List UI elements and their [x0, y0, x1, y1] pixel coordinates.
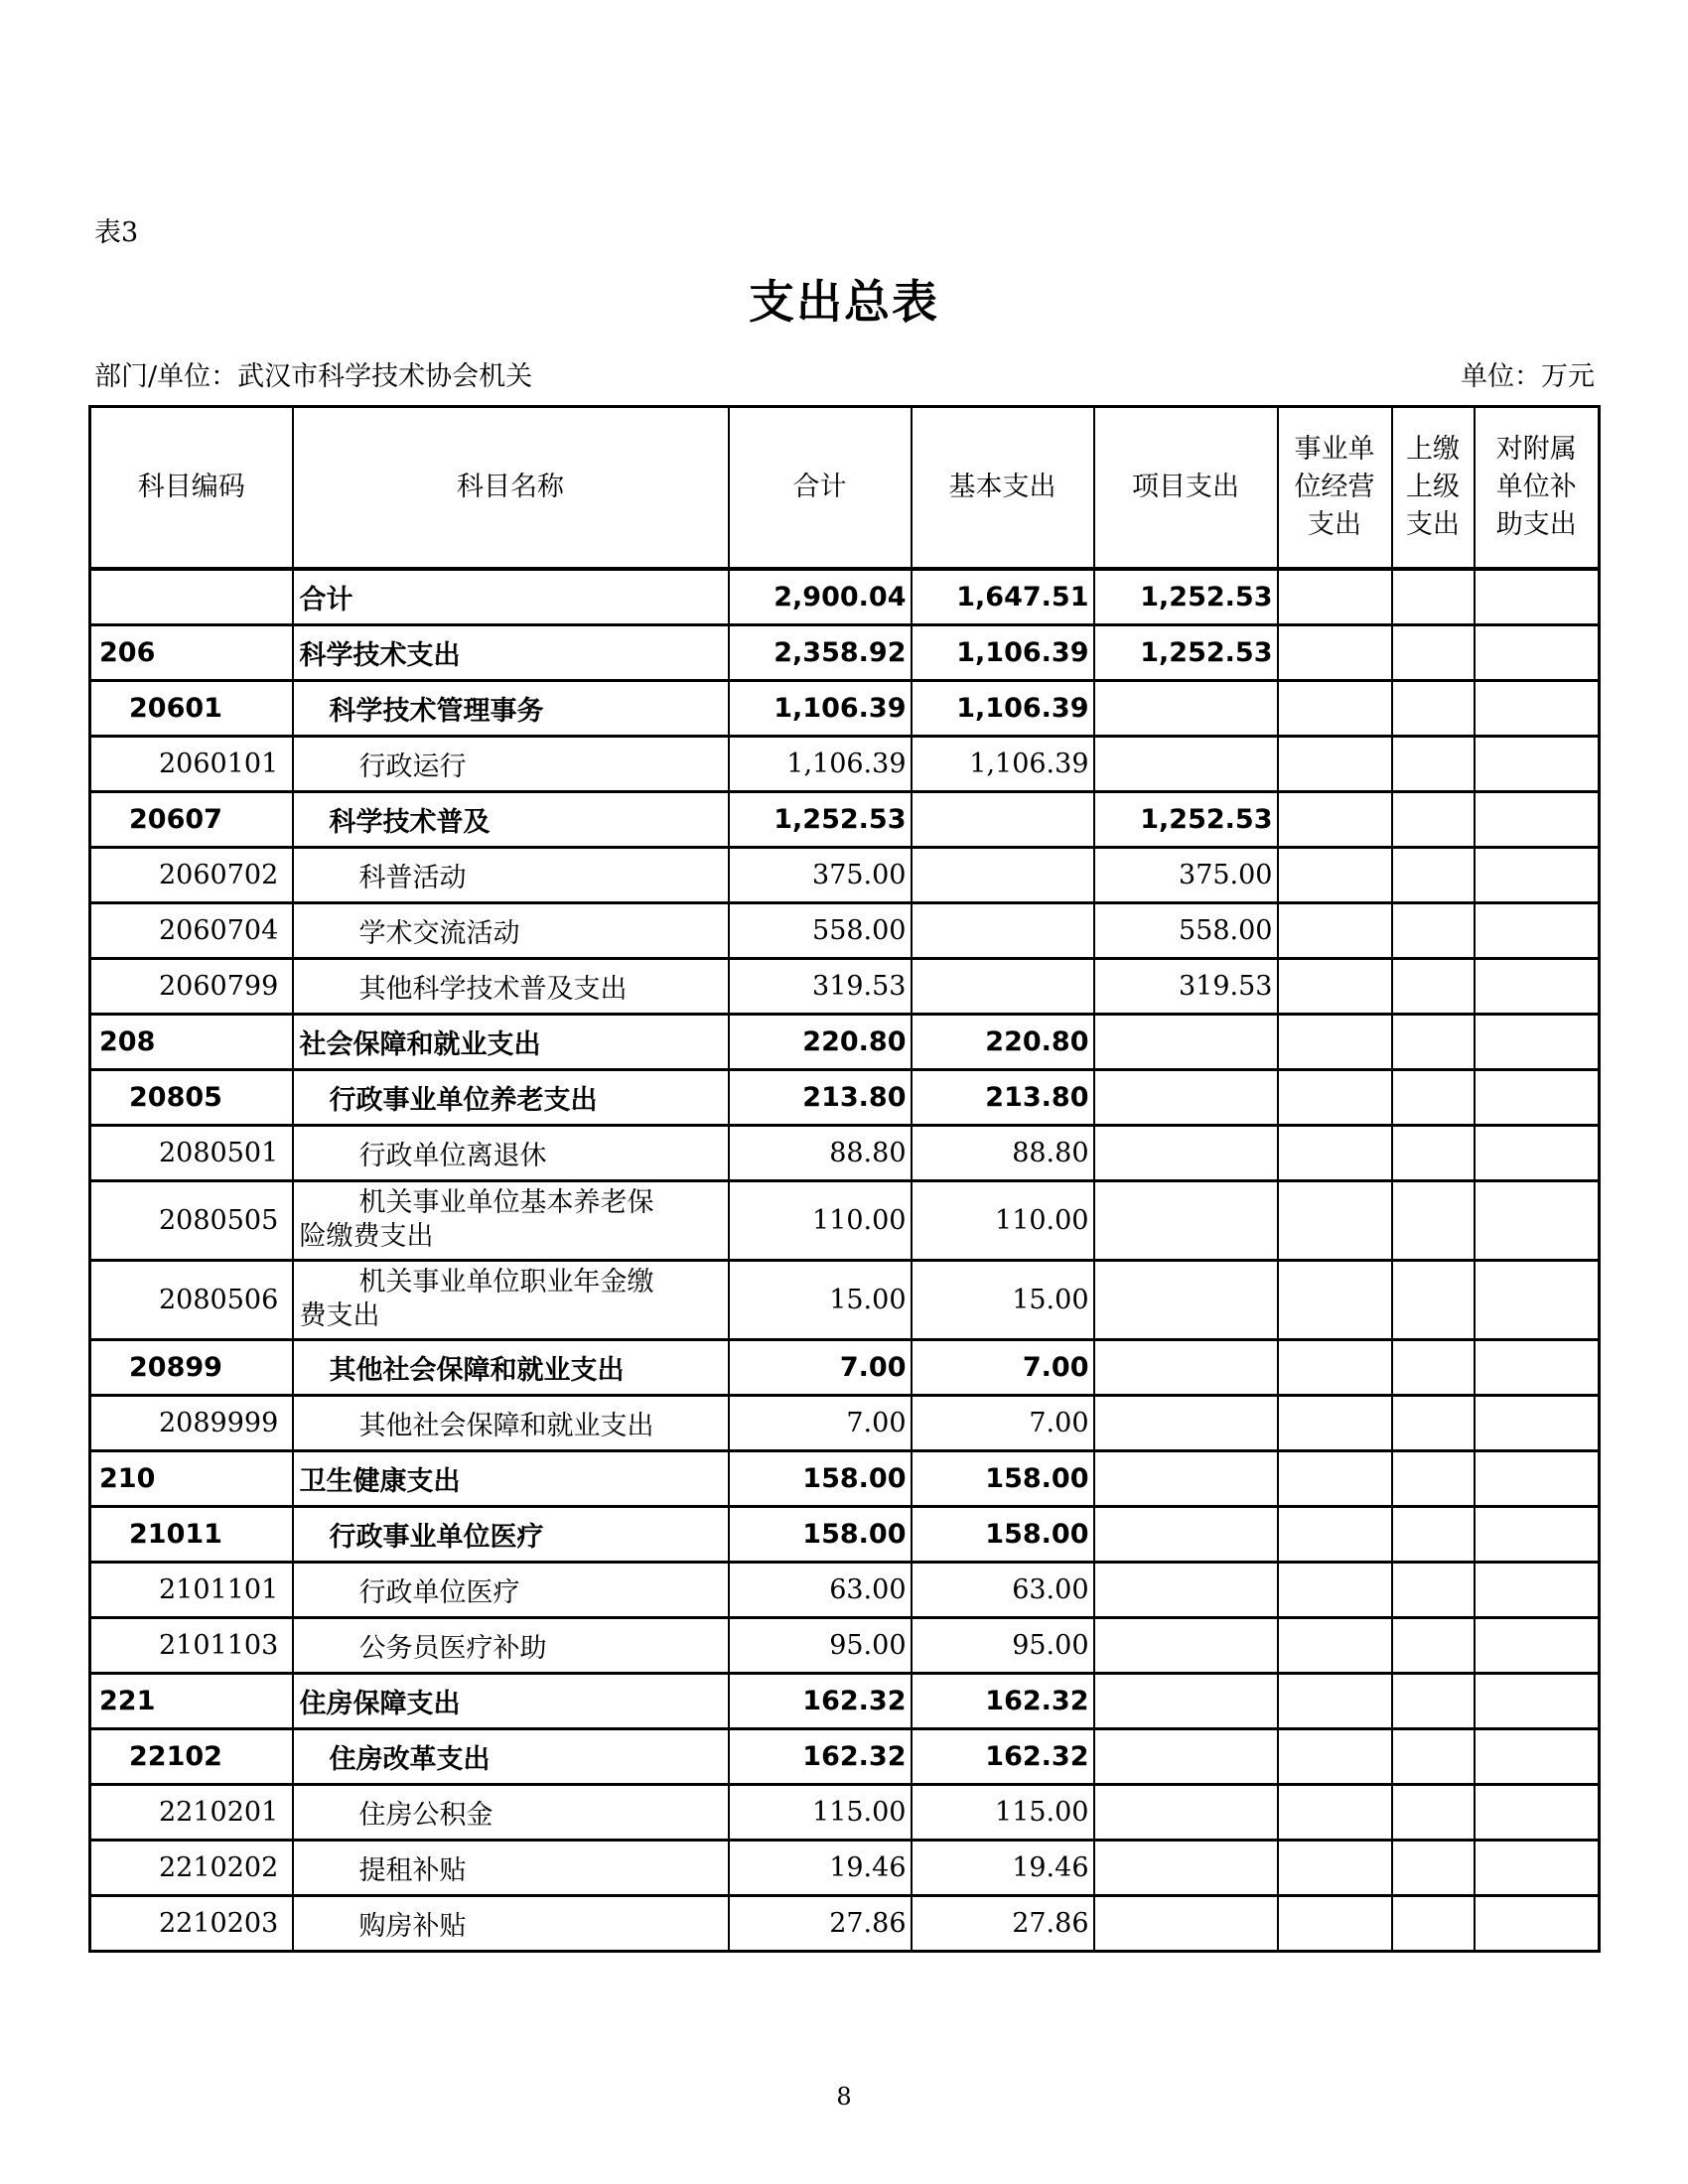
row-business: [1278, 1069, 1392, 1125]
col-header-subsidy: 对附属单位补助支出: [1475, 407, 1600, 570]
row-name: 学术交流活动: [293, 902, 729, 958]
row-remit: [1392, 1395, 1475, 1450]
row-code: 2060799: [90, 958, 293, 1014]
row-name: [293, 1260, 729, 1339]
row-name: 其他科学技术普及支出: [293, 958, 729, 1014]
row-total: 7.00: [729, 1395, 912, 1450]
row-code: 2060101: [90, 736, 293, 791]
row-business: [1278, 1617, 1392, 1673]
row-code: 2101101: [90, 1562, 293, 1617]
row-remit: [1392, 1895, 1475, 1951]
col-header-code: 科目编码: [90, 407, 293, 570]
row-name-line1: 机关事业单位基本养老保: [358, 1187, 654, 1218]
row-basic: 1,106.39: [912, 736, 1094, 791]
row-subsidy: [1475, 1840, 1600, 1895]
row-remit: [1392, 958, 1475, 1014]
row-remit: [1392, 1728, 1475, 1784]
row-basic: 27.86: [912, 1895, 1094, 1951]
col-header-remit: 上缴上级支出: [1392, 407, 1475, 570]
row-project: [1094, 1014, 1278, 1069]
row-basic: [912, 847, 1094, 902]
row-project: [1094, 1617, 1278, 1673]
row-name: 行政单位离退休: [293, 1125, 729, 1180]
row-remit: [1392, 1840, 1475, 1895]
row-business: [1278, 847, 1392, 902]
row-business: [1278, 569, 1392, 624]
row-total: 375.00: [729, 847, 912, 902]
row-basic: 7.00: [912, 1339, 1094, 1395]
row-subsidy: [1475, 1339, 1600, 1395]
row-subsidy: [1475, 680, 1600, 736]
row-total: 220.80: [729, 1014, 912, 1069]
row-subsidy: [1475, 1125, 1600, 1180]
row-name: 住房公积金: [293, 1784, 729, 1840]
page-number: 8: [836, 2083, 852, 2111]
row-business: [1278, 1260, 1392, 1339]
row-basic: 15.00: [912, 1260, 1094, 1339]
row-name: 住房改革支出: [293, 1728, 729, 1784]
row-project: [1094, 1895, 1278, 1951]
row-code: 20601: [90, 680, 293, 736]
row-remit: [1392, 902, 1475, 958]
row-remit: [1392, 847, 1475, 902]
table-row: [90, 624, 1600, 680]
table-row: [90, 736, 1600, 791]
row-name: 合计: [293, 569, 729, 624]
row-code: 2080506: [90, 1260, 293, 1339]
row-basic: 88.80: [912, 1125, 1094, 1180]
row-total: 213.80: [729, 1069, 912, 1125]
col-header-project: 项目支出: [1094, 407, 1278, 570]
row-total: 63.00: [729, 1562, 912, 1617]
row-subsidy: [1475, 1784, 1600, 1840]
row-project: [1094, 680, 1278, 736]
col-header-total: 合计: [729, 407, 912, 570]
row-name: 社会保障和就业支出: [293, 1014, 729, 1069]
col-header-name: 科目名称: [293, 407, 729, 570]
row-project: [1094, 736, 1278, 791]
row-business: [1278, 1339, 1392, 1395]
table-row: [90, 1395, 1600, 1450]
row-basic: 63.00: [912, 1562, 1094, 1617]
row-subsidy: [1475, 624, 1600, 680]
row-basic: 220.80: [912, 1014, 1094, 1069]
row-remit: [1392, 1014, 1475, 1069]
row-business: [1278, 1562, 1392, 1617]
row-business: [1278, 736, 1392, 791]
page-title: 支出总表: [749, 275, 939, 329]
row-project: [1094, 1260, 1278, 1339]
row-business: [1278, 1125, 1392, 1180]
row-basic: 7.00: [912, 1395, 1094, 1450]
row-remit: [1392, 1617, 1475, 1673]
row-project: [1094, 1450, 1278, 1506]
row-name: 购房补贴: [293, 1895, 729, 1951]
row-total: 110.00: [729, 1180, 912, 1260]
table-row: [90, 1562, 1600, 1617]
row-basic: 1,106.39: [912, 680, 1094, 736]
row-name: 行政事业单位养老支出: [293, 1069, 729, 1125]
row-subsidy: [1475, 1728, 1600, 1784]
row-remit: [1392, 1125, 1475, 1180]
row-code: 221: [90, 1673, 293, 1728]
row-name: 住房保障支出: [293, 1673, 729, 1728]
row-subsidy: [1475, 1014, 1600, 1069]
row-project: [1094, 1069, 1278, 1125]
row-business: [1278, 1673, 1392, 1728]
unit-label: 单位：万元: [1461, 361, 1595, 392]
row-business: [1278, 1840, 1392, 1895]
row-business: [1278, 1180, 1392, 1260]
row-total: 162.32: [729, 1673, 912, 1728]
table-row: [90, 1506, 1600, 1562]
row-remit: [1392, 624, 1475, 680]
row-total: 158.00: [729, 1450, 912, 1506]
row-total: 19.46: [729, 1840, 912, 1895]
row-name: 科学技术支出: [293, 624, 729, 680]
row-project: [1094, 1395, 1278, 1450]
table-row: [90, 1728, 1600, 1784]
row-basic: 115.00: [912, 1784, 1094, 1840]
row-remit: [1392, 791, 1475, 847]
row-name: 行政运行: [293, 736, 729, 791]
table-row: [90, 1450, 1600, 1506]
row-code: 22102: [90, 1728, 293, 1784]
table-row: [90, 1617, 1600, 1673]
row-subsidy: [1475, 1260, 1600, 1339]
row-subsidy: [1475, 569, 1600, 624]
table-number: 表3: [94, 217, 139, 248]
row-remit: [1392, 1506, 1475, 1562]
row-business: [1278, 1450, 1392, 1506]
row-subsidy: [1475, 1617, 1600, 1673]
row-business: [1278, 902, 1392, 958]
col-header-basic: 基本支出: [912, 407, 1094, 570]
row-project: 375.00: [1094, 847, 1278, 902]
row-code: 2080505: [90, 1180, 293, 1260]
row-code: 20607: [90, 791, 293, 847]
row-remit: [1392, 1450, 1475, 1506]
row-project: [1094, 1506, 1278, 1562]
row-name: 行政单位医疗: [293, 1562, 729, 1617]
row-code: 2060702: [90, 847, 293, 902]
row-project: [1094, 1125, 1278, 1180]
row-subsidy: [1475, 1506, 1600, 1562]
row-name: 公务员医疗补助: [293, 1617, 729, 1673]
table-row: [90, 791, 1600, 847]
row-business: [1278, 1895, 1392, 1951]
row-basic: 158.00: [912, 1450, 1094, 1506]
row-remit: [1392, 736, 1475, 791]
table-row: [90, 847, 1600, 902]
row-project: 1,252.53: [1094, 569, 1278, 624]
row-project: 1,252.53: [1094, 624, 1278, 680]
row-business: [1278, 1728, 1392, 1784]
row-code: 2080501: [90, 1125, 293, 1180]
row-total: 27.86: [729, 1895, 912, 1951]
row-project: [1094, 1562, 1278, 1617]
row-project: 1,252.53: [1094, 791, 1278, 847]
row-name: 科学技术普及: [293, 791, 729, 847]
row-total: 7.00: [729, 1339, 912, 1395]
row-subsidy: [1475, 847, 1600, 902]
row-basic: 1,106.39: [912, 624, 1094, 680]
table-row: [90, 680, 1600, 736]
table-row: [90, 958, 1600, 1014]
row-project: [1094, 1728, 1278, 1784]
table-row: [90, 569, 1600, 624]
row-remit: [1392, 1180, 1475, 1260]
row-code: 20805: [90, 1069, 293, 1125]
row-project: [1094, 1180, 1278, 1260]
row-code: 210: [90, 1450, 293, 1506]
row-name: 科普活动: [293, 847, 729, 902]
row-basic: 95.00: [912, 1617, 1094, 1673]
row-name: 科学技术管理事务: [293, 680, 729, 736]
col-header-business: 事业单位经营支出: [1278, 407, 1392, 570]
row-project: [1094, 1840, 1278, 1895]
row-code: [90, 569, 293, 624]
row-basic: [912, 902, 1094, 958]
row-total: 15.00: [729, 1260, 912, 1339]
department-label: 部门/单位：武汉市科学技术协会机关: [94, 361, 533, 392]
table-row: [90, 1673, 1600, 1728]
row-code: 21011: [90, 1506, 293, 1562]
table-row: [90, 1260, 1600, 1339]
row-code: 206: [90, 624, 293, 680]
row-remit: [1392, 1784, 1475, 1840]
row-subsidy: [1475, 1069, 1600, 1125]
row-name: 行政事业单位医疗: [293, 1506, 729, 1562]
row-total: 158.00: [729, 1506, 912, 1562]
row-code: 2210201: [90, 1784, 293, 1840]
row-total: 319.53: [729, 958, 912, 1014]
table-row: [90, 902, 1600, 958]
row-total: 1,106.39: [729, 680, 912, 736]
row-basic: 162.32: [912, 1673, 1094, 1728]
row-name-line2: 险缴费支出: [299, 1221, 434, 1252]
row-project: [1094, 1339, 1278, 1395]
row-subsidy: [1475, 958, 1600, 1014]
row-total: 95.00: [729, 1617, 912, 1673]
row-basic: 158.00: [912, 1506, 1094, 1562]
row-basic: 1,647.51: [912, 569, 1094, 624]
row-business: [1278, 1506, 1392, 1562]
row-subsidy: [1475, 1395, 1600, 1450]
row-name-line1: 机关事业单位职业年金缴: [358, 1267, 654, 1297]
row-subsidy: [1475, 1450, 1600, 1506]
table-row: [90, 1840, 1600, 1895]
row-remit: [1392, 1673, 1475, 1728]
row-project: [1094, 1784, 1278, 1840]
row-business: [1278, 791, 1392, 847]
row-project: 558.00: [1094, 902, 1278, 958]
row-basic: [912, 791, 1094, 847]
row-name: 卫生健康支出: [293, 1450, 729, 1506]
table-row: [90, 1014, 1600, 1069]
row-code: 2089999: [90, 1395, 293, 1450]
row-basic: 19.46: [912, 1840, 1094, 1895]
row-name: [293, 1180, 729, 1260]
row-subsidy: [1475, 902, 1600, 958]
row-basic: 213.80: [912, 1069, 1094, 1125]
row-project: [1094, 1673, 1278, 1728]
row-business: [1278, 958, 1392, 1014]
row-total: 2,900.04: [729, 569, 912, 624]
row-business: [1278, 1014, 1392, 1069]
row-total: 115.00: [729, 1784, 912, 1840]
row-business: [1278, 624, 1392, 680]
row-subsidy: [1475, 1673, 1600, 1728]
row-subsidy: [1475, 1562, 1600, 1617]
row-code: 20899: [90, 1339, 293, 1395]
row-project: 319.53: [1094, 958, 1278, 1014]
table-row: [90, 1125, 1600, 1180]
table-row: [90, 1784, 1600, 1840]
row-total: 2,358.92: [729, 624, 912, 680]
table-header-row: [90, 407, 1600, 570]
row-business: [1278, 680, 1392, 736]
row-remit: [1392, 569, 1475, 624]
row-remit: [1392, 1339, 1475, 1395]
table-row: [90, 1895, 1600, 1951]
row-remit: [1392, 1260, 1475, 1339]
row-total: 162.32: [729, 1728, 912, 1784]
row-code: 2101103: [90, 1617, 293, 1673]
row-total: 1,106.39: [729, 736, 912, 791]
row-subsidy: [1475, 736, 1600, 791]
row-total: 88.80: [729, 1125, 912, 1180]
row-code: 2060704: [90, 902, 293, 958]
row-code: 2210202: [90, 1840, 293, 1895]
row-subsidy: [1475, 791, 1600, 847]
row-business: [1278, 1395, 1392, 1450]
row-code: 208: [90, 1014, 293, 1069]
row-name: 提租补贴: [293, 1840, 729, 1895]
row-remit: [1392, 1562, 1475, 1617]
row-total: 1,252.53: [729, 791, 912, 847]
row-name-line2: 费支出: [299, 1300, 380, 1331]
row-subsidy: [1475, 1180, 1600, 1260]
table-row: [90, 1339, 1600, 1395]
row-basic: [912, 958, 1094, 1014]
table-row: [90, 1069, 1600, 1125]
row-code: 2210203: [90, 1895, 293, 1951]
row-remit: [1392, 1069, 1475, 1125]
row-business: [1278, 1784, 1392, 1840]
row-name: 其他社会保障和就业支出: [293, 1395, 729, 1450]
table-row: [90, 1180, 1600, 1260]
row-subsidy: [1475, 1895, 1600, 1951]
row-name: 其他社会保障和就业支出: [293, 1339, 729, 1395]
row-total: 558.00: [729, 902, 912, 958]
expenditure-table: [88, 405, 1601, 1953]
row-basic: 162.32: [912, 1728, 1094, 1784]
row-remit: [1392, 680, 1475, 736]
row-basic: 110.00: [912, 1180, 1094, 1260]
